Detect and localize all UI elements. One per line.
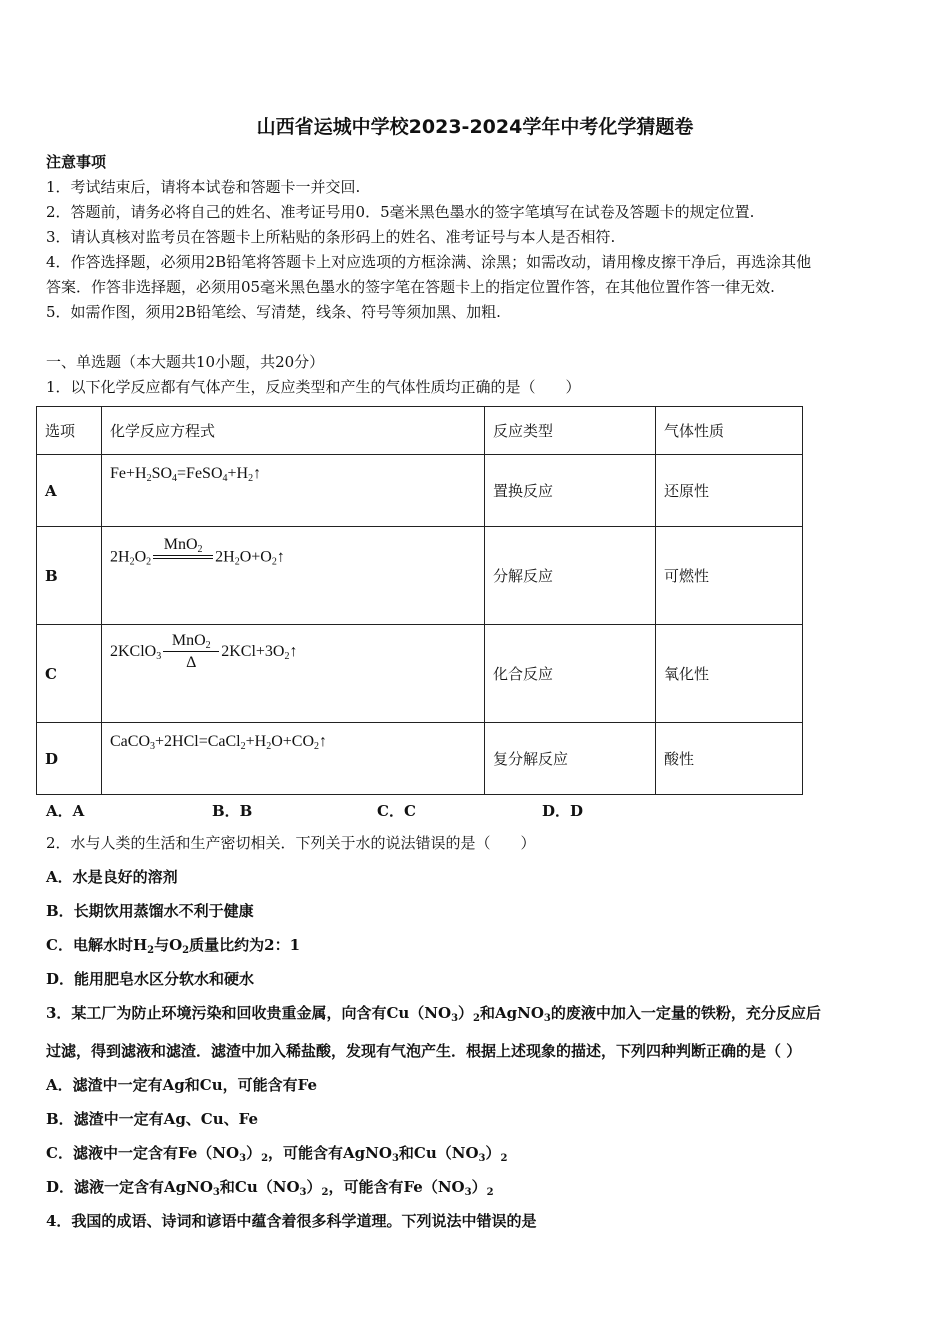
header-cell: 选项 (37, 407, 102, 455)
reaction-type-cell: 分解反应 (485, 527, 656, 625)
answer-choice: C．C (377, 802, 416, 820)
heat-symbol: Δ (186, 654, 197, 671)
option-cell: A (37, 455, 102, 527)
q2-option-d: D．能用肥皂水区分软水和硬水 (46, 970, 255, 988)
reaction-type-cell: 化合反应 (485, 625, 656, 723)
notice-item: 3．请认真核对监考员在答题卡上所粘贴的条形码上的姓名、准考证号与本人是否相符. (46, 228, 616, 246)
q3-option-a: A．滤渣中一定有Ag和Cu，可能含有Fe (46, 1076, 317, 1094)
option-cell: B (37, 527, 102, 625)
condition-fraction: $\frac{MnO_2}{\Delta}$ (163, 631, 219, 674)
q2-option-c: C．电解水时$H_2$与$O_2$质量比约为2：1 (46, 936, 301, 956)
equation-cell: $Fe+H_2SO_4=FeSO_4+H_2↑$ (102, 455, 485, 527)
gas-property-cell: 可燃性 (656, 527, 803, 625)
q2-option-b: B．长期饮用蒸馏水不利于健康 (46, 902, 254, 920)
answer-choice: B．B (212, 802, 253, 820)
q2-stem: 2．水与人类的生活和生产密切相关．下列关于水的说法错误的是（ ） (46, 834, 536, 852)
q2-option-a: A．水是良好的溶剂 (46, 868, 178, 886)
header-cell: 气体性质 (656, 407, 803, 455)
table-row (37, 625, 803, 723)
equation-cell: $2H_2O_2$ MnO$_2$ $2H_2O+O_2↑$ (102, 527, 485, 625)
page-title: 山西省运城中学校2023-2024学年中考化学猜题卷 (256, 116, 694, 138)
equation-cell: $CaCO_3+2HCl=CaCl_2+H_2O+CO_2↑$ (102, 723, 485, 795)
equation-cell: 2KClO$_3$ $\frac{MnO_2}{\Delta}$ $2KCl+3O_2↑$ (102, 625, 485, 723)
q3-option-d: D．滤液一定含有AgNO$_3$和$Cu(NO_3)_2$，可能含有$Fe(NO_3)_2$ (46, 1178, 494, 1198)
q1-stem: 1．以下化学反应都有气体产生，反应类型和产生的气体性质均正确的是（ ） (46, 378, 581, 396)
answer-choice: D．D (542, 802, 584, 820)
section-heading: 一、单选题（本大题共10小题，共20分） (46, 353, 325, 371)
header-cell: 化学反应方程式 (102, 407, 485, 455)
table-header-row (37, 407, 803, 455)
table-row (37, 723, 803, 795)
q3-option-b: B．滤渣中一定有Ag、Cu、Fe (46, 1110, 259, 1128)
notice-item: 2．答题前，请务必将自己的姓名、准考证号用0．5毫米黑色墨水的签字笔填写在试卷及答题卡的规定位置. (46, 203, 755, 221)
option-cell: C (37, 625, 102, 723)
q1-table (36, 406, 803, 795)
gas-property-cell: 氧化性 (656, 625, 803, 723)
q4-stem: 4．我国的成语、诗词和谚语中蕴含着很多科学道理。下列说法中错误的是 (46, 1212, 537, 1230)
header-cell: 反应类型 (485, 407, 656, 455)
option-cell: D (37, 723, 102, 795)
notice-item: 5．如需作图，须用2B铅笔绘、写清楚，线条、符号等须加黑、加粗. (46, 303, 501, 321)
reaction-type-cell: 复分解反应 (485, 723, 656, 795)
notice-item: 答案．作答非选择题，必须用05毫米黑色墨水的签字笔在答题卡上的指定位置作答，在其他位置作答一律无效. (46, 278, 775, 296)
q3-option-c: C．滤液中一定含有$Fe(NO_3)_2$，可能含有AgNO$_3$和$Cu(NO_3)_2$ (46, 1144, 508, 1164)
gas-property-cell: 还原性 (656, 455, 803, 527)
condition-fraction: MnO$_2$ (153, 535, 213, 581)
notice-item: 4．作答选择题，必须用2B铅笔将答题卡上对应选项的方框涂满、涂黑；如需改动，请用橡皮擦干净后，再选涂其他 (46, 253, 812, 271)
q3-stem-line2: 过滤，得到滤液和滤渣．滤渣中加入稀盐酸，发现有气泡产生．根据上述现象的描述，下列四种判断正确的是（ ） (46, 1042, 802, 1060)
q3-stem-line1: 3．某工厂为防止环境污染和回收贵重金属，向含有$Cu(NO_3)_2$和AgNO$_3$的废液中加入一定量的铁粉，充分反应后 (46, 1004, 821, 1024)
gas-property-cell: 酸性 (656, 723, 803, 795)
notice-heading: 注意事项 (46, 153, 107, 171)
catalyst-text: MnO (163, 536, 198, 553)
reaction-type-cell: 置换反应 (485, 455, 656, 527)
answer-choice: A．A (46, 802, 85, 820)
table-row (37, 527, 803, 625)
catalyst-text: MnO (171, 632, 206, 649)
notice-item: 1．考试结束后，请将本试卷和答题卡一并交回. (46, 178, 361, 196)
table-row (37, 455, 803, 527)
